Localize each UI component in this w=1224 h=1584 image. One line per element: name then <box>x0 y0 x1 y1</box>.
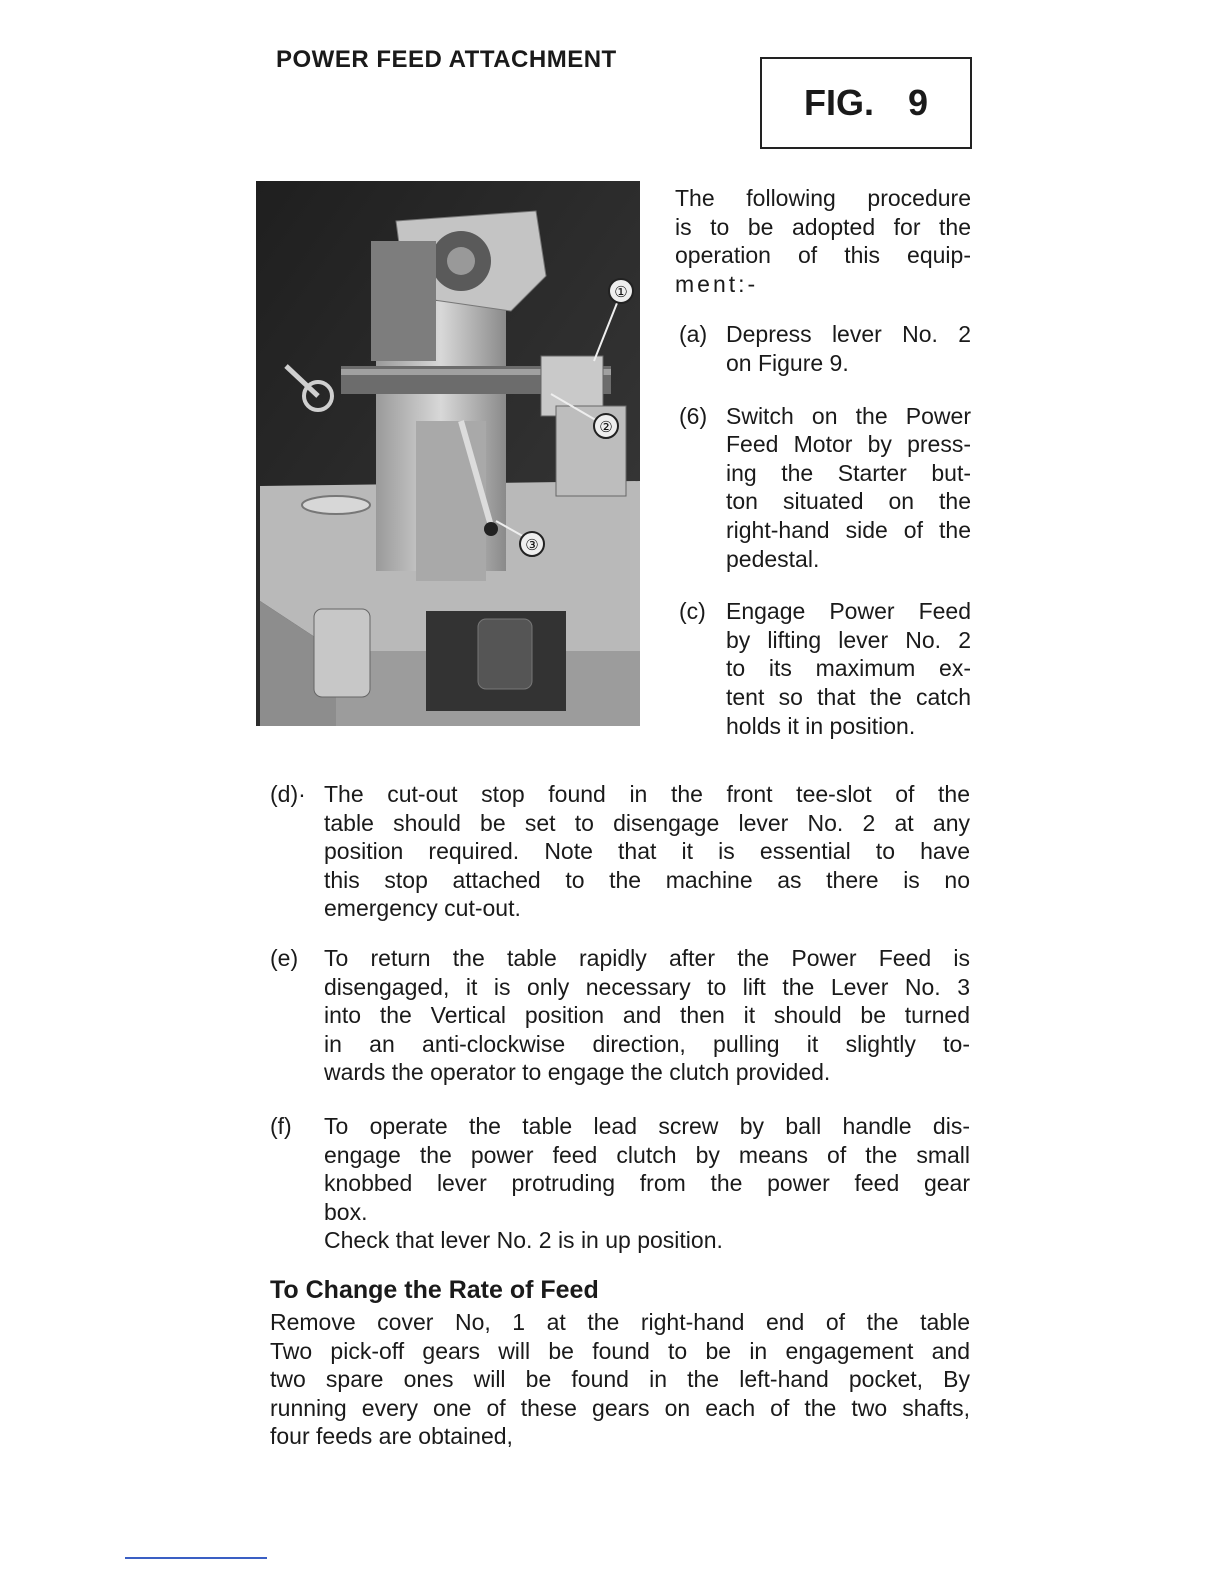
intro-line: is to be adopted for the <box>675 213 971 240</box>
step-label: (e) <box>270 945 299 971</box>
step-line: ing the Starter but- <box>726 459 971 486</box>
intro-paragraph <box>675 184 971 298</box>
step-line: Check that lever No. 2 is in up position. <box>324 1227 723 1254</box>
page-title: POWER FEED ATTACHMENT <box>276 46 617 73</box>
step-line: Switch on the Power <box>726 402 971 429</box>
step-line: To return the table rapidly after the Power Feed is <box>324 945 970 971</box>
callout-2: ② <box>599 418 613 436</box>
step-label: (f) <box>270 1113 292 1139</box>
figure-label: FIG. <box>803 82 874 123</box>
step-label: (d)· <box>270 781 306 807</box>
step-line: engage the power feed clutch by means of the small <box>324 1141 970 1168</box>
footer-rule <box>125 1557 267 1559</box>
callout-1: ① <box>614 283 628 301</box>
step-line: position required. Note that it is essential to have <box>324 838 970 865</box>
step-line: To operate the table lead screw by ball handle dis- <box>324 1113 970 1139</box>
step-d <box>270 780 970 923</box>
step-line: Feed Motor by press- <box>726 431 971 458</box>
step-line: box. <box>324 1198 368 1225</box>
step-line: into the Vertical position and then it should be turned <box>324 1002 970 1029</box>
step-line: on Figure 9. <box>726 349 849 376</box>
step-c <box>675 597 971 740</box>
section-heading: To Change the Rate of Feed <box>270 1276 599 1304</box>
section-line: Two pick-off gears will be found to be in engagement and <box>270 1337 970 1364</box>
section-line: Remove cover No, 1 at the right-hand end of the table <box>270 1309 970 1335</box>
step-line: disengaged, it is only necessary to lift the Lever No. 3 <box>324 973 970 1000</box>
step-line: The cut-out stop found in the front tee-slot of the <box>324 781 970 807</box>
step-line: in an anti-clockwise direction, pulling it slightly to- <box>324 1030 970 1057</box>
section-line: two spare ones will be found in the left-hand pocket, By <box>270 1366 970 1393</box>
step-line: wards the operator to engage the clutch provided. <box>324 1059 831 1086</box>
step-line: ton situated on the <box>726 488 971 515</box>
step-label: (6) <box>679 402 708 429</box>
step-line: tent so that the catch <box>726 683 971 710</box>
step-line: table should be set to disengage lever No. 2 at any <box>324 809 970 836</box>
intro-line: ment:- <box>675 270 759 297</box>
step-line: emergency cut-out. <box>324 895 521 922</box>
section-paragraph <box>270 1308 970 1451</box>
step-line: knobbed lever protruding from the power feed gear <box>324 1170 970 1197</box>
step-line: by lifting lever No. 2 <box>726 626 971 653</box>
step-line: Depress lever No. 2 <box>726 321 971 348</box>
step-label: (a) <box>679 321 708 348</box>
step-label: (c) <box>679 598 706 625</box>
section-line: four feeds are obtained, <box>270 1423 513 1450</box>
step-line: Engage Power Feed <box>726 598 971 625</box>
side-column <box>675 184 971 764</box>
intro-line: operation of this equip- <box>675 242 971 269</box>
step-e <box>270 944 970 1087</box>
intro-line: The following procedure <box>675 185 971 211</box>
figure-label-box <box>760 57 972 149</box>
step-line: to its maximum ex- <box>726 655 971 682</box>
section-line: running every one of these gears on each of the two shafts, <box>270 1394 970 1421</box>
machine-photo <box>256 181 640 726</box>
callout-3: ③ <box>525 536 539 554</box>
step-line: right-hand side of the <box>726 516 971 543</box>
step-b <box>675 402 971 574</box>
step-line: pedestal. <box>726 545 820 572</box>
figure-number: 9 <box>907 82 929 123</box>
step-line: holds it in position. <box>726 712 916 739</box>
step-a <box>675 320 971 377</box>
step-line: this stop attached to the machine as there is no <box>324 866 970 893</box>
step-f <box>270 1112 970 1255</box>
